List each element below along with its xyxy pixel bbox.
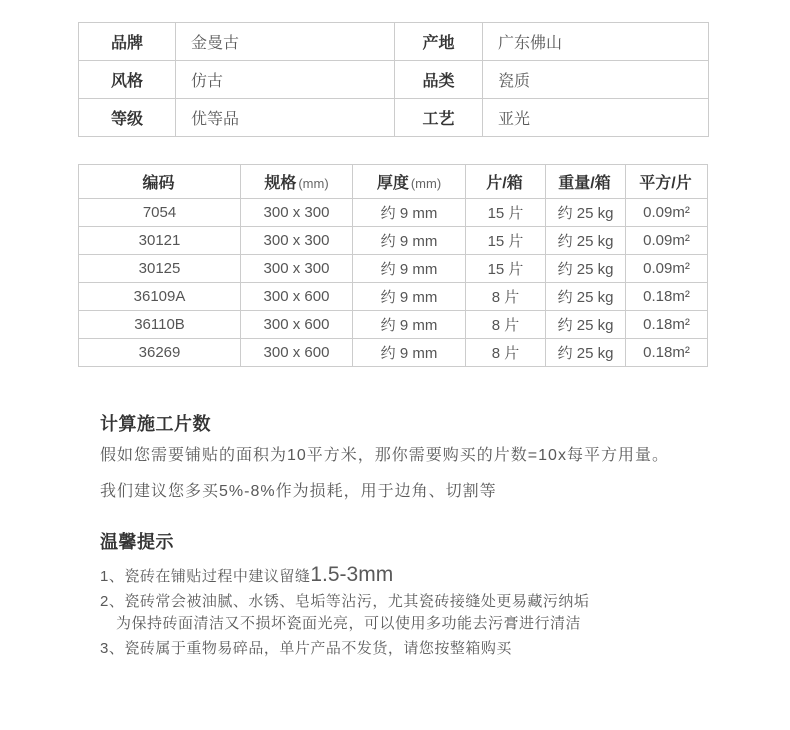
attributes-row xyxy=(79,99,709,137)
tip-item-1-text: 1、瓷砖在铺贴过程中建议留缝 xyxy=(100,568,311,585)
calc-line-1: 假如您需要铺贴的面积为10平方米，那你需要购买的片数=10x每平方用量。 xyxy=(100,447,669,464)
attributes-row xyxy=(79,61,709,99)
calc-line-2: 我们建议您多买5%-8%作为损耗，用于边角、切割等 xyxy=(100,483,497,500)
spec-row xyxy=(79,227,708,255)
attr-label-origin: 产地 xyxy=(395,23,483,61)
sku-spec-table xyxy=(78,164,708,367)
attr-label-grade: 等级 xyxy=(79,99,176,137)
attr-label-category: 品类 xyxy=(395,61,483,99)
spec-cell-area: 0.18m² xyxy=(626,339,708,367)
spec-cell-area: 0.09m² xyxy=(626,199,708,227)
attr-value-style: 仿古 xyxy=(176,61,395,99)
spec-cell-weight: 约 25 kg xyxy=(546,227,626,255)
tip-item-1 xyxy=(100,565,700,586)
tip-item-3: 3、瓷砖属于重物易碎品，单片产品不发货，请您按整箱购买 xyxy=(100,640,512,657)
spec-cell-size: 300 x 600 xyxy=(241,311,353,339)
tip-item-2: 2、瓷砖常会被油腻、水锈、皂垢等沾污，尤其瓷砖接缝处更易藏污纳垢 xyxy=(100,593,590,610)
spec-cell-code: 36109A xyxy=(79,283,241,311)
spec-cell-thickness: 约 9 mm xyxy=(353,199,466,227)
spec-header-row xyxy=(79,165,708,199)
spec-header-code: 编码 xyxy=(79,165,241,199)
attr-label-brand: 品牌 xyxy=(79,23,176,61)
spec-header-weight-per-box: 重量/箱 xyxy=(546,165,626,199)
tips-section xyxy=(100,531,700,658)
spec-row xyxy=(79,283,708,311)
spec-cell-thickness: 约 9 mm xyxy=(353,283,466,311)
spec-cell-size: 300 x 300 xyxy=(241,227,353,255)
calc-section xyxy=(100,413,700,507)
product-attributes-table xyxy=(78,22,709,137)
gap-size-highlight: 1.5-3mm xyxy=(310,563,394,586)
spec-cell-size: 300 x 300 xyxy=(241,255,353,283)
spec-cell-size: 300 x 600 xyxy=(241,283,353,311)
spec-cell-size: 300 x 600 xyxy=(241,339,353,367)
spec-cell-thickness: 约 9 mm xyxy=(353,255,466,283)
spec-cell-weight: 约 25 kg xyxy=(546,339,626,367)
spec-header-area-per-piece: 平方/片 xyxy=(626,165,708,199)
spec-cell-code: 36110B xyxy=(79,311,241,339)
spec-cell-code: 30125 xyxy=(79,255,241,283)
spec-row xyxy=(79,255,708,283)
spec-cell-code: 7054 xyxy=(79,199,241,227)
spec-cell-pieces: 15 片 xyxy=(466,199,546,227)
spec-cell-area: 0.09m² xyxy=(626,255,708,283)
spec-cell-thickness: 约 9 mm xyxy=(353,227,466,255)
spec-header-thickness: 厚度 (mm) xyxy=(353,165,466,199)
attr-value-brand: 金曼古 xyxy=(176,23,395,61)
spec-cell-thickness: 约 9 mm xyxy=(353,311,466,339)
attr-value-process: 亚光 xyxy=(483,99,709,137)
spec-cell-pieces: 8 片 xyxy=(466,283,546,311)
spec-cell-pieces: 8 片 xyxy=(466,311,546,339)
spec-header-size: 规格 (mm) xyxy=(241,165,353,199)
spec-cell-thickness: 约 9 mm xyxy=(353,339,466,367)
attr-label-style: 风格 xyxy=(79,61,176,99)
spec-cell-area: 0.09m² xyxy=(626,227,708,255)
attr-label-process: 工艺 xyxy=(395,99,483,137)
spec-row xyxy=(79,311,708,339)
spec-cell-pieces: 8 片 xyxy=(466,339,546,367)
attr-value-grade: 优等品 xyxy=(176,99,395,137)
tips-section-title: 温馨提示 xyxy=(100,532,174,552)
spec-cell-weight: 约 25 kg xyxy=(546,283,626,311)
calc-section-title: 计算施工片数 xyxy=(100,414,211,434)
spec-cell-weight: 约 25 kg xyxy=(546,255,626,283)
spec-cell-code: 30121 xyxy=(79,227,241,255)
spec-header-pieces-per-box: 片/箱 xyxy=(466,165,546,199)
spec-cell-code: 36269 xyxy=(79,339,241,367)
attr-value-origin: 广东佛山 xyxy=(483,23,709,61)
tip-item-2-continued: 为保持砖面清洁又不损坏瓷面光亮，可以使用多功能去污膏进行清洁 xyxy=(116,615,582,632)
spec-cell-pieces: 15 片 xyxy=(466,255,546,283)
spec-cell-size: 300 x 300 xyxy=(241,199,353,227)
spec-cell-area: 0.18m² xyxy=(626,283,708,311)
spec-cell-pieces: 15 片 xyxy=(466,227,546,255)
spec-cell-area: 0.18m² xyxy=(626,311,708,339)
attr-value-category: 瓷质 xyxy=(483,61,709,99)
spec-row xyxy=(79,199,708,227)
spec-row xyxy=(79,339,708,367)
spec-cell-weight: 约 25 kg xyxy=(546,311,626,339)
attributes-row xyxy=(79,23,709,61)
spec-cell-weight: 约 25 kg xyxy=(546,199,626,227)
